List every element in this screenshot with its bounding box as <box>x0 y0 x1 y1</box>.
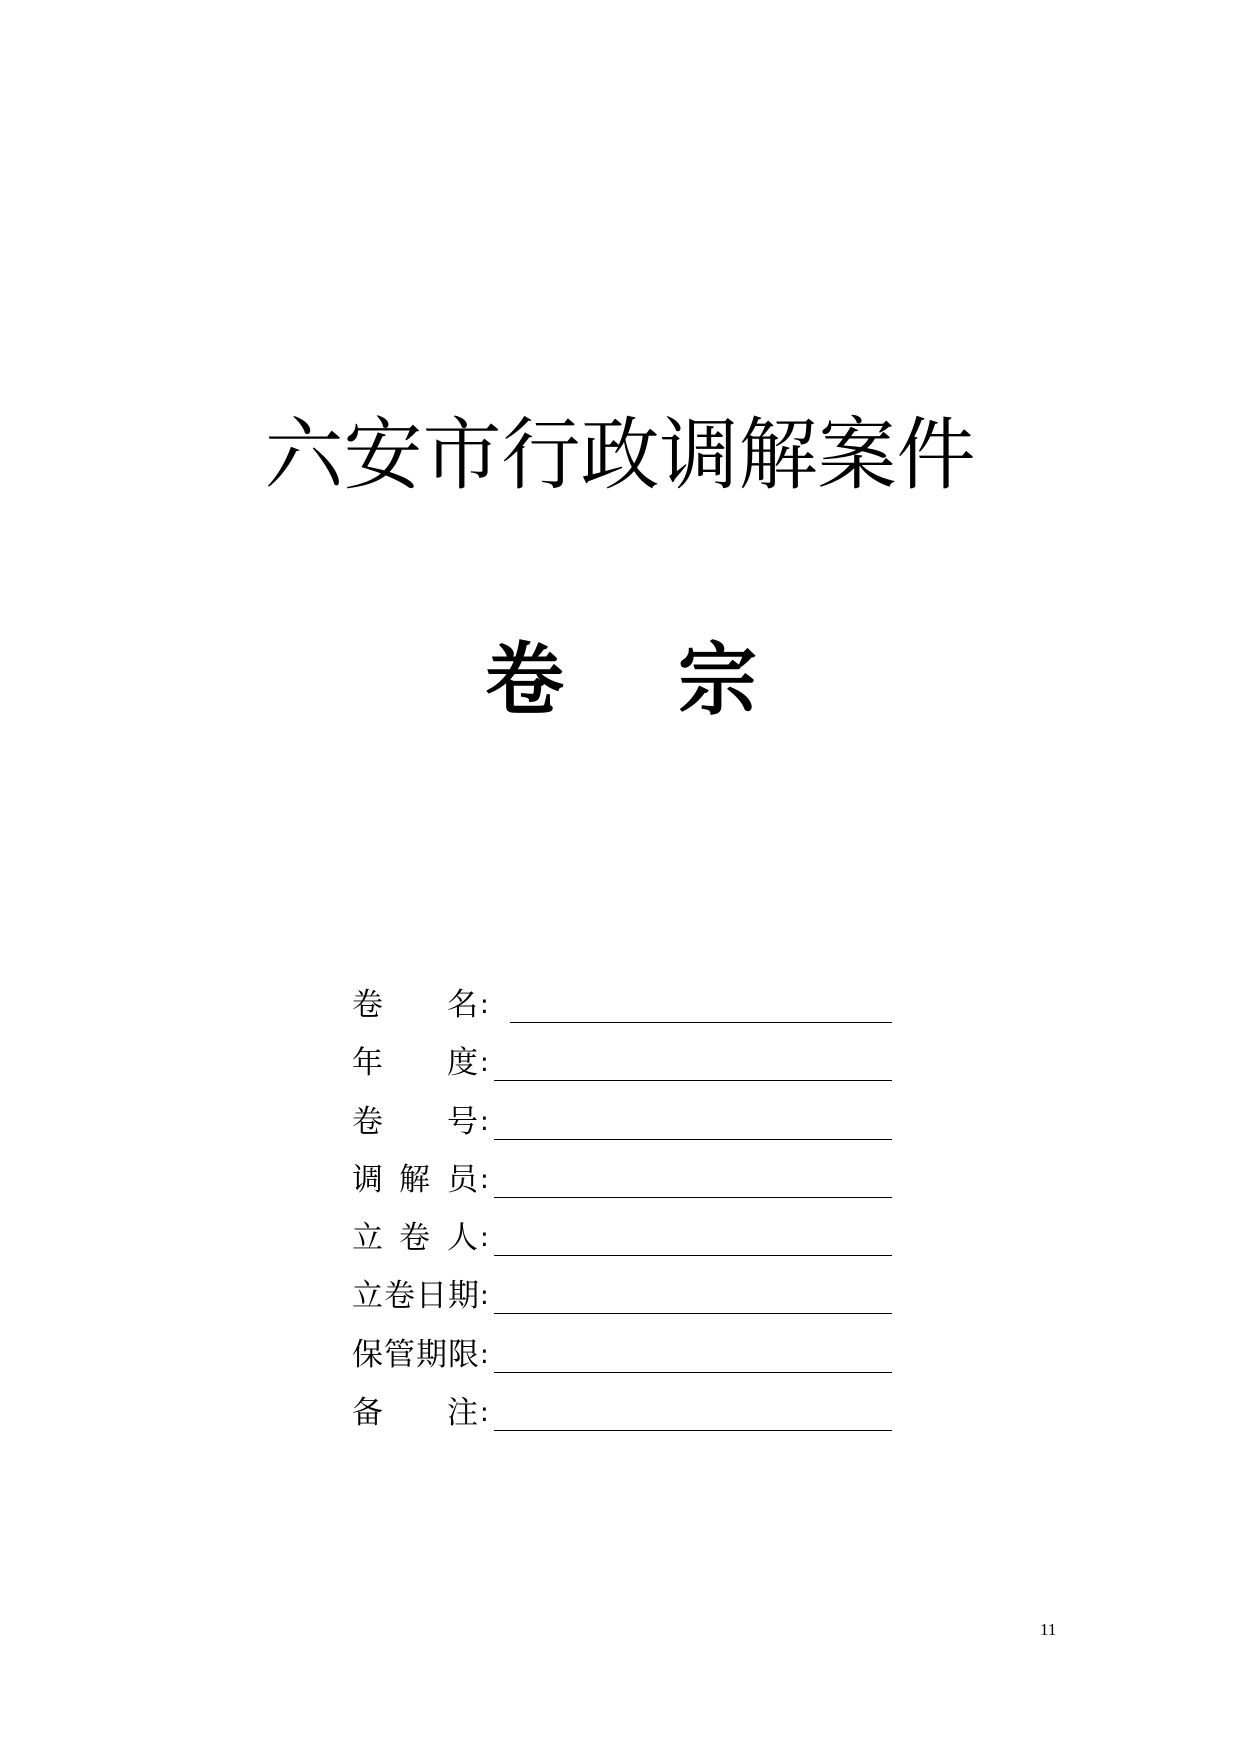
form-row-filing-date <box>352 1276 892 1334</box>
label-char: 管 <box>384 1336 415 1373</box>
form-label <box>352 985 492 1025</box>
fill-in-line[interactable] <box>494 1430 892 1431</box>
form-row-year <box>352 1043 892 1101</box>
subtitle-char: 卷 <box>485 634 564 726</box>
label-char: 期 <box>448 1278 479 1315</box>
label-colon: : <box>480 1281 489 1312</box>
label-char: 员 <box>447 1161 478 1198</box>
document-subtitle <box>0 630 1240 730</box>
form-label <box>352 1276 492 1316</box>
label-char: 日 <box>416 1278 447 1315</box>
form-row-volume-number <box>352 1102 892 1160</box>
fill-in-line[interactable] <box>494 1255 892 1256</box>
subtitle-char: 宗 <box>678 634 757 726</box>
label-char: 号 <box>447 1103 478 1140</box>
form-row-remarks <box>352 1393 892 1451</box>
label-char: 名 <box>447 987 478 1023</box>
label-colon: : <box>480 1398 489 1429</box>
label-char: 保 <box>352 1336 383 1373</box>
label-colon: : <box>480 1048 489 1079</box>
label-char: 卷 <box>352 1103 383 1140</box>
label-colon: : <box>480 1339 489 1370</box>
label-char: 调 <box>352 1161 383 1198</box>
form-row-mediator <box>352 1160 892 1218</box>
label-char: 卷 <box>352 987 383 1023</box>
form-row-volume-name <box>352 985 892 1043</box>
form-row-filer <box>352 1218 892 1276</box>
label-colon: : <box>480 1106 489 1137</box>
fill-in-line[interactable] <box>494 1372 892 1373</box>
form-label <box>352 1393 492 1433</box>
label-char: 注 <box>447 1395 478 1432</box>
fill-in-line[interactable] <box>494 1313 892 1314</box>
label-char: 立 <box>352 1278 383 1315</box>
fill-in-line[interactable] <box>494 1080 892 1081</box>
label-char: 卷 <box>399 1220 430 1257</box>
page-number: 11 <box>1040 1620 1057 1639</box>
form-label <box>352 1160 492 1200</box>
document-title: 六安市行政调解案件 <box>264 409 976 501</box>
form-label <box>352 1043 492 1083</box>
label-char: 限 <box>448 1336 479 1373</box>
archive-form <box>352 985 892 1451</box>
label-char: 年 <box>352 1045 383 1082</box>
fill-in-line[interactable] <box>510 1022 892 1023</box>
form-label <box>352 1218 492 1258</box>
fill-in-line[interactable] <box>494 1139 892 1140</box>
label-char: 备 <box>352 1395 383 1432</box>
form-row-retention-period <box>352 1335 892 1393</box>
label-char: 度 <box>447 1045 478 1082</box>
label-char: 卷 <box>384 1278 415 1315</box>
fill-in-line[interactable] <box>494 1197 892 1198</box>
form-label <box>352 1102 492 1142</box>
label-char: 期 <box>416 1336 447 1373</box>
label-char: 立 <box>352 1220 383 1257</box>
label-colon: : <box>480 1164 489 1195</box>
form-label <box>352 1335 492 1375</box>
label-colon: : <box>480 990 489 1020</box>
label-char: 人 <box>447 1220 478 1257</box>
label-char: 解 <box>399 1161 430 1198</box>
label-colon: : <box>480 1223 489 1254</box>
